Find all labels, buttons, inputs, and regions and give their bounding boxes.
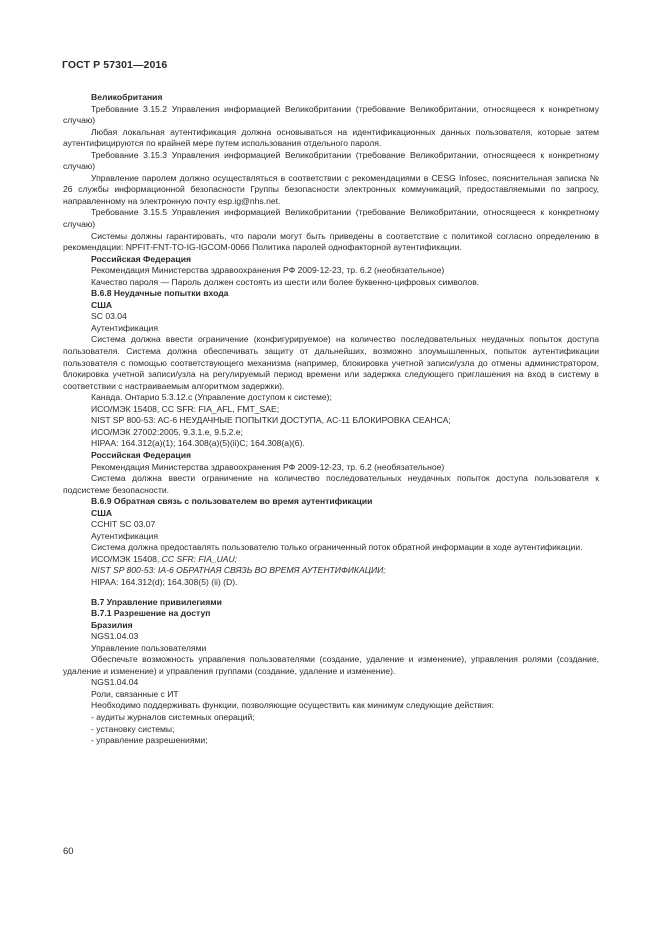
reference-line: Канада. Онтарио 5.3.12.c (Управление доступом к системе); <box>91 392 332 403</box>
reference-line: HIPAA: 164.312(d); 164.308(5) (ii) (D). <box>91 576 238 587</box>
list-item: - установку системы; <box>63 724 599 736</box>
paragraph: Системы должны гарантировать, что пароли могут быть приведены в соответствие с политикой согласно определению в рекомендации: NPFIT-FNT-TO-IG-IGCOM-0066 Политика паролей однофакторной аутентификации. <box>63 230 599 253</box>
list-item: - аудиты журналов системных операций; <box>63 712 599 724</box>
paragraph: Любая локальная аутентификация должна основываться на идентификационных данных пользователя, которые затем аутентифицируются по крайней мере путем использования отдельного пароля. <box>63 126 599 149</box>
reference-line: ИСО/МЭК 15408, CC SFR: FIA_AFL, FMT_SAE; <box>91 403 280 414</box>
paragraph: Управление пользователями <box>91 642 207 653</box>
section-heading-b-6-8: B.6.8 Неудачные попытки входа <box>91 288 229 299</box>
paragraph: Аутентификация <box>91 322 159 333</box>
paragraph: Система должна предоставлять пользователю только ограниченный поток обратной информации в ходе аутентификации. <box>91 542 583 553</box>
heading-russia: Российская Федерация <box>91 253 191 264</box>
paragraph: Управление паролем должно осуществляться в соответствии с рекомендациями в CESG Infosec, пояснительная записка № 26 службы информационной безопасности Группы безопасности электронных коммуникаций, предоставляемыми по запросу, направленному на электронную почту esp.ig@nhs.net. <box>63 172 599 206</box>
paragraph: Рекомендация Министерства здравоохранения РФ 2009-12-23, тр. 6.2 (необязательное) <box>91 265 445 276</box>
heading-uk: Великобритания <box>91 92 163 102</box>
heading-usa: США <box>91 507 113 518</box>
document-header: ГОСТ Р 57301—2016 <box>62 59 168 71</box>
reference-prefix: ИСО/МЭК 15408, <box>91 553 162 564</box>
section-heading-b-6-9: B.6.9 Обратная связь с пользователем во время аутентификации <box>91 496 373 507</box>
requirement-code: NGS1.04.04 <box>91 677 139 688</box>
paragraph: Требование 3.15.5 Управления информацией Великобритании (требование Великобритании, относящееся к конкретному случаю) <box>63 207 599 230</box>
paragraph: Требование 3.15.2 Управления информацией Великобритании (требование Великобритании, относящееся к конкретному случаю) <box>63 103 599 126</box>
reference-line: HIPAA: 164.312(a)(1); 164.308(a)(5)(ii)C; 164.308(a)(6). <box>91 438 305 449</box>
paragraph: Обеспечьте возможность управления пользователями (создание, удаление и изменение), управления ролями (создание, удаление и изменение) и управления группами (создание, удаление и изменение). <box>63 654 599 676</box>
paragraph: Качество пароля — Пароль должен состоять из шести или более буквенно-цифровых символов. <box>91 276 480 287</box>
section-heading-b-7-1: B.7.1 Разрешение на доступ <box>91 608 211 619</box>
paragraph: Необходимо поддерживать функции, позволяющие осуществить как минимум следующие действия: <box>91 700 494 711</box>
section-gap <box>63 589 599 597</box>
heading-usa: США <box>91 299 113 310</box>
reference-italic: CC SFR: FIA_UAU; <box>161 553 238 564</box>
reference-line: ИСО/МЭК 27002:2005, 9.3.1.e, 9.5.2.e; <box>91 426 243 437</box>
page-number: 60 <box>63 846 74 857</box>
heading-russia: Российская Федерация <box>91 449 191 460</box>
reference-line: NIST SP 800-53: IA-6 ОБРАТНАЯ СВЯЗЬ ВО ВРЕМЯ АУТЕНТИФИКАЦИИ; <box>91 565 386 576</box>
paragraph: Требование 3.15.3 Управления информацией Великобритании (требование Великобритании, относящееся к конкретному случаю) <box>63 149 599 172</box>
requirement-code: NGS1.04.03 <box>91 631 139 642</box>
list-item: - управление разрешениями; <box>63 735 599 747</box>
reference-line: NIST SP 800-53: AC-6 НЕУДАЧНЫЕ ПОПЫТКИ ДОСТУПА, AC-11 БЛОКИРОВКА СЕАНСА; <box>91 415 451 426</box>
paragraph: Аутентификация <box>91 530 159 541</box>
requirement-code: CCHIT SC 03.07 <box>91 519 156 530</box>
requirement-code: SC 03.04 <box>91 311 127 322</box>
paragraph: Система должна ввести ограничение (конфигурируемое) на количество последовательных неудачных попыток доступа пользователя. Система должна обеспечивать защиту от дальнейших, возможно злоумышленных, попыток аутентификации пользователя с помощью соответствующего механизма (например, блокировка учетной записи/узла до отмены администратором, блокировка учетной записи/узла на регулируемый период времени или задержка следующего приглашения на вход в систему в соответствии с настраиваемым алгоритмом задержки). <box>63 334 599 391</box>
paragraph: Рекомендация Министерства здравоохранения РФ 2009-12-23, тр. 6.2 (необязательное) <box>91 461 445 472</box>
paragraph: Система должна ввести ограничение на количество последовательных неудачных попыток доступа пользователя к подсистеме безопасности. <box>63 473 599 495</box>
heading-brazil: Бразилия <box>91 619 133 630</box>
reference-line <box>63 554 599 566</box>
document-body <box>63 92 599 747</box>
paragraph: Роли, связанные с ИТ <box>91 688 179 699</box>
section-heading-b-7: B.7 Управление привилегиями <box>91 596 222 607</box>
